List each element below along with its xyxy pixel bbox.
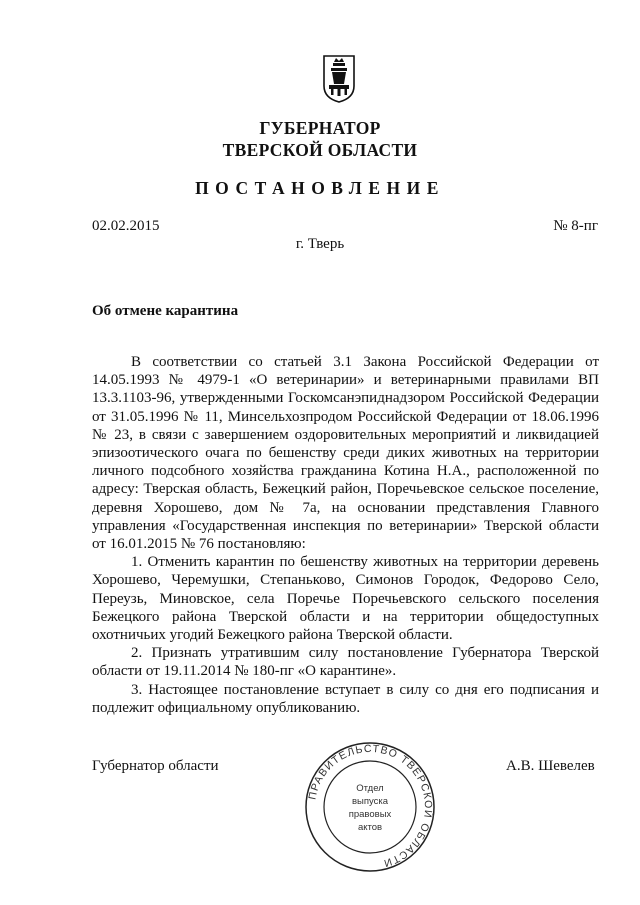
tver-coat-of-arms-icon xyxy=(322,52,356,104)
signature-position: Губернатор области xyxy=(92,758,219,774)
document-date: 02.02.2015 xyxy=(92,218,160,234)
body-paragraph-item-1: 1. Отменить карантин по бешенству животных на территории деревень Хорошево, Черемушки, Степаньково, Симонов Городок, Федорово Село, Переузь, Миновское, села Поречье Поречьевского сельского поселения Бежецкого района Тверской области и на территории общедоступных охотничьих угодий Бежецкого района Тверской области. xyxy=(92,554,599,644)
stamp-line-2: выпуска xyxy=(351,796,389,807)
body-paragraph-item-3: 3. Настоящее постановление вступает в силу со дня его подписания и подлежит официальному опубликованию. xyxy=(92,681,599,716)
stamp-line-3: правовых xyxy=(348,809,392,820)
body-paragraph-preamble: В соответствии со статьей 3.1 Закона Российской Федерации от 14.05.1993 № 4979-1 «О ветеринарии» и ветеринарными правилами ВП 13.3.1103-96, утвержденными Госкомсанэпиднадзором Российской Федерации от 31.05.1996 № 11, Минсельхозпродом Российской Федерации от 18.06.1996 № 23, в связи с завершением оздоровительных мероприятий и ликвидацией эпизоотического очага по бешенству среди диких животных на территории личного подсобного хозяйства гражданина Котина Н.А., расположенной по адресу: Тверская область, Бежецкий район, Поречьевское сельское поселение, деревня Хорошево, дом № 7а, на основании представления Главного управления «Государственная инспекция по ветеринарии» Тверской области от 16.01.2015 № 76 постановляю: xyxy=(92,354,599,553)
body-paragraph-item-2: 2. Признать утратившим силу постановление Губернатора Тверской области от 19.11.2014 № 180-пг «О карантине». xyxy=(92,645,599,680)
header-title-line1: ГУБЕРНАТОР xyxy=(259,118,381,138)
document-subject: Об отмене карантина xyxy=(92,303,239,319)
stamp-ring-text: ПРАВИТЕЛЬСТВО ТВЕРСКОЙ ОБЛАСТИ xyxy=(306,742,435,870)
document-number: № 8-пг xyxy=(553,218,598,234)
document-type: ПОСТАНОВЛЕНИЕ xyxy=(195,178,445,198)
signature-name: А.В. Шевелев xyxy=(506,758,595,774)
official-stamp xyxy=(302,739,438,875)
document-city: г. Тверь xyxy=(295,236,345,252)
document-body xyxy=(92,353,599,717)
header-title-line2: ТВЕРСКОЙ ОБЛАСТИ xyxy=(222,140,418,160)
stamp-line-4: актов xyxy=(357,822,383,833)
stamp-line-1: Отдел xyxy=(356,783,384,794)
